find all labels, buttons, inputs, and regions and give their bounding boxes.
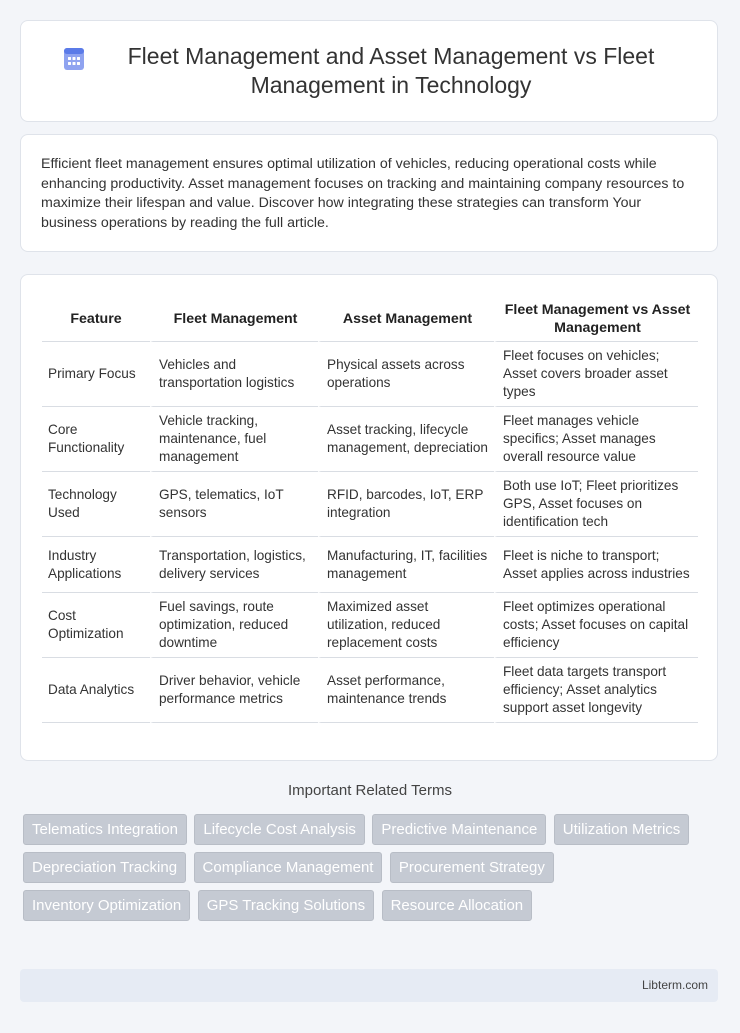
table-cell: Vehicles and transportation logistics bbox=[150, 342, 318, 407]
table-cell: Maximized asset utilization, reduced replacement costs bbox=[318, 593, 494, 658]
intro-card bbox=[20, 134, 718, 252]
table-cell: Asset tracking, lifecycle management, depreciation bbox=[318, 407, 494, 472]
tag-gps-tracking-solutions[interactable]: GPS Tracking Solutions bbox=[198, 890, 374, 921]
comparison-table bbox=[42, 293, 698, 723]
footer-site-link[interactable]: Libterm.com bbox=[641, 978, 708, 992]
table-cell: Fleet focuses on vehicles; Asset covers broader asset types bbox=[494, 342, 698, 407]
tag-depreciation-tracking[interactable]: Depreciation Tracking bbox=[23, 852, 186, 883]
tag-resource-allocation[interactable]: Resource Allocation bbox=[382, 890, 533, 921]
table-row bbox=[42, 537, 698, 593]
tag-inventory-optimization[interactable]: Inventory Optimization bbox=[23, 890, 190, 921]
intro-text: Efficient fleet management ensures optimal utilization of vehicles, reducing operational costs while enhancing productivity. Asset management focuses on tracking and maintaining company resources to maximize their lifespan and value. Discover how integrating these strategies can transform Your business operations by reading the full article. bbox=[41, 156, 685, 231]
header-fleet-management: Fleet Management bbox=[150, 293, 318, 342]
table-cell: Fleet is niche to transport; Asset applies across industries bbox=[494, 537, 698, 593]
header-comparison: Fleet Management vs Asset Management bbox=[494, 293, 698, 342]
table-row bbox=[42, 472, 698, 537]
related-terms-tags bbox=[23, 814, 723, 928]
header-feature: Feature bbox=[42, 293, 150, 342]
page-title: Fleet Management and Asset Management vs Fleet Management in Technology bbox=[127, 43, 655, 98]
related-terms-title: Important Related Terms bbox=[288, 782, 452, 799]
tag-procurement-strategy[interactable]: Procurement Strategy bbox=[390, 852, 554, 883]
table-cell: Both use IoT; Fleet prioritizes GPS, Asset focuses on identification tech bbox=[494, 472, 698, 537]
table-cell: Vehicle tracking, maintenance, fuel management bbox=[150, 407, 318, 472]
table-row bbox=[42, 342, 698, 407]
table-cell: Fuel savings, route optimization, reduced downtime bbox=[150, 593, 318, 658]
table-cell: Fleet data targets transport efficiency; Asset analytics support asset longevity bbox=[494, 658, 698, 723]
header-asset-management: Asset Management bbox=[318, 293, 494, 342]
header-card bbox=[20, 20, 718, 122]
table-cell: Technology Used bbox=[42, 472, 150, 537]
table-cell: RFID, barcodes, IoT, ERP integration bbox=[318, 472, 494, 537]
table-row bbox=[42, 407, 698, 472]
document-icon bbox=[61, 46, 87, 72]
tag-utilization-metrics[interactable]: Utilization Metrics bbox=[554, 814, 690, 845]
table-cell: GPS, telematics, IoT sensors bbox=[150, 472, 318, 537]
tag-telematics-integration[interactable]: Telematics Integration bbox=[23, 814, 187, 845]
table-cell: Manufacturing, IT, facilities management bbox=[318, 537, 494, 593]
table-cell: Fleet manages vehicle specifics; Asset manages overall resource value bbox=[494, 407, 698, 472]
tag-compliance-management[interactable]: Compliance Management bbox=[194, 852, 383, 883]
footer bbox=[20, 969, 718, 1002]
table-row bbox=[42, 658, 698, 723]
table-header-row bbox=[42, 293, 698, 342]
table-cell: Driver behavior, vehicle performance metrics bbox=[150, 658, 318, 723]
tag-lifecycle-cost-analysis[interactable]: Lifecycle Cost Analysis bbox=[194, 814, 365, 845]
table-cell: Industry Applications bbox=[42, 537, 150, 593]
table-row bbox=[42, 593, 698, 658]
table-cell: Primary Focus bbox=[42, 342, 150, 407]
tag-predictive-maintenance[interactable]: Predictive Maintenance bbox=[372, 814, 546, 845]
table-cell: Data Analytics bbox=[42, 658, 150, 723]
table-cell: Asset performance, maintenance trends bbox=[318, 658, 494, 723]
table-cell: Cost Optimization bbox=[42, 593, 150, 658]
table-cell: Transportation, logistics, delivery services bbox=[150, 537, 318, 593]
header-inner bbox=[21, 42, 717, 100]
table-cell: Fleet optimizes operational costs; Asset focuses on capital efficiency bbox=[494, 593, 698, 658]
table-cell: Physical assets across operations bbox=[318, 342, 494, 407]
comparison-table-card bbox=[20, 274, 718, 761]
table-cell: Core Functionality bbox=[42, 407, 150, 472]
